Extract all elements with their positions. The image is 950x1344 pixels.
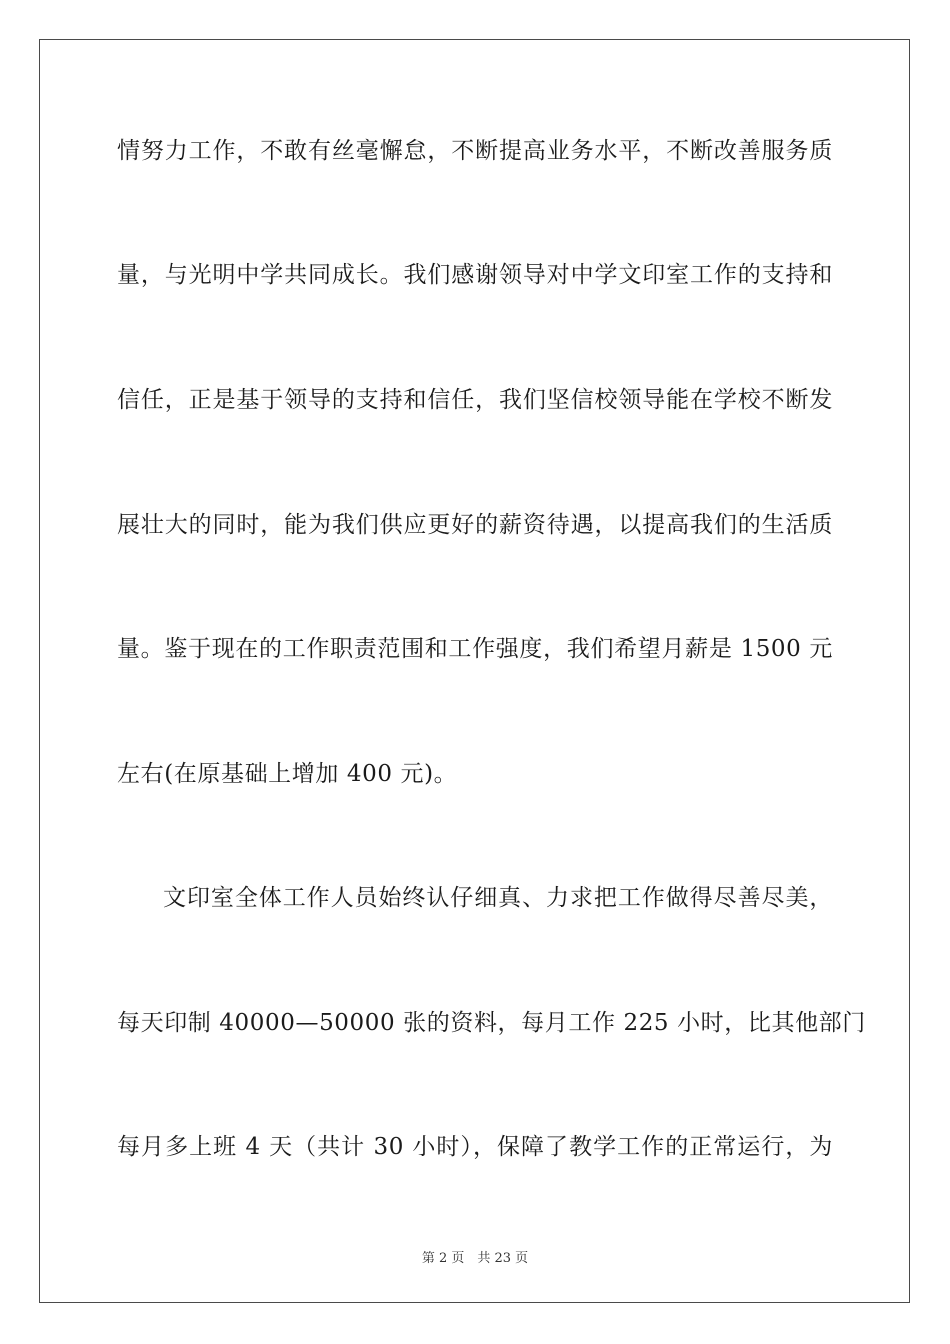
body-text-line-5: 量。鉴于现在的工作职责范围和工作强度，我们希望月薪是 1500 元 [117, 636, 833, 662]
page-border [39, 39, 910, 1303]
body-text-line-3: 信任，正是基于领导的支持和信任，我们坚信校领导能在学校不断发 [117, 387, 833, 413]
page-number-footer: 第 2 页 共 23 页 [421, 1251, 529, 1266]
body-text-line-8: 每天印制 40000—50000 张的资料，每月工作 225 小时，比其他部门 [117, 1010, 866, 1036]
body-text-line-1: 情努力工作，不敢有丝毫懈怠，不断提高业务水平，不断改善服务质 [117, 138, 833, 164]
body-text-line-2: 量，与光明中学共同成长。我们感谢领导对中学文印室工作的支持和 [117, 262, 833, 288]
paragraph-first-line: 文印室全体工作人员始终认仔细真、力求把工作做得尽善尽美， [163, 885, 833, 911]
body-text-line-9: 每月多上班 4 天（共计 30 小时），保障了教学工作的正常运行，为 [117, 1134, 833, 1160]
body-text-line-6: 左右(在原基础上增加 400 元)。 [117, 761, 458, 787]
body-text-line-4: 展壮大的同时，能为我们供应更好的薪资待遇，以提高我们的生活质 [117, 512, 833, 538]
